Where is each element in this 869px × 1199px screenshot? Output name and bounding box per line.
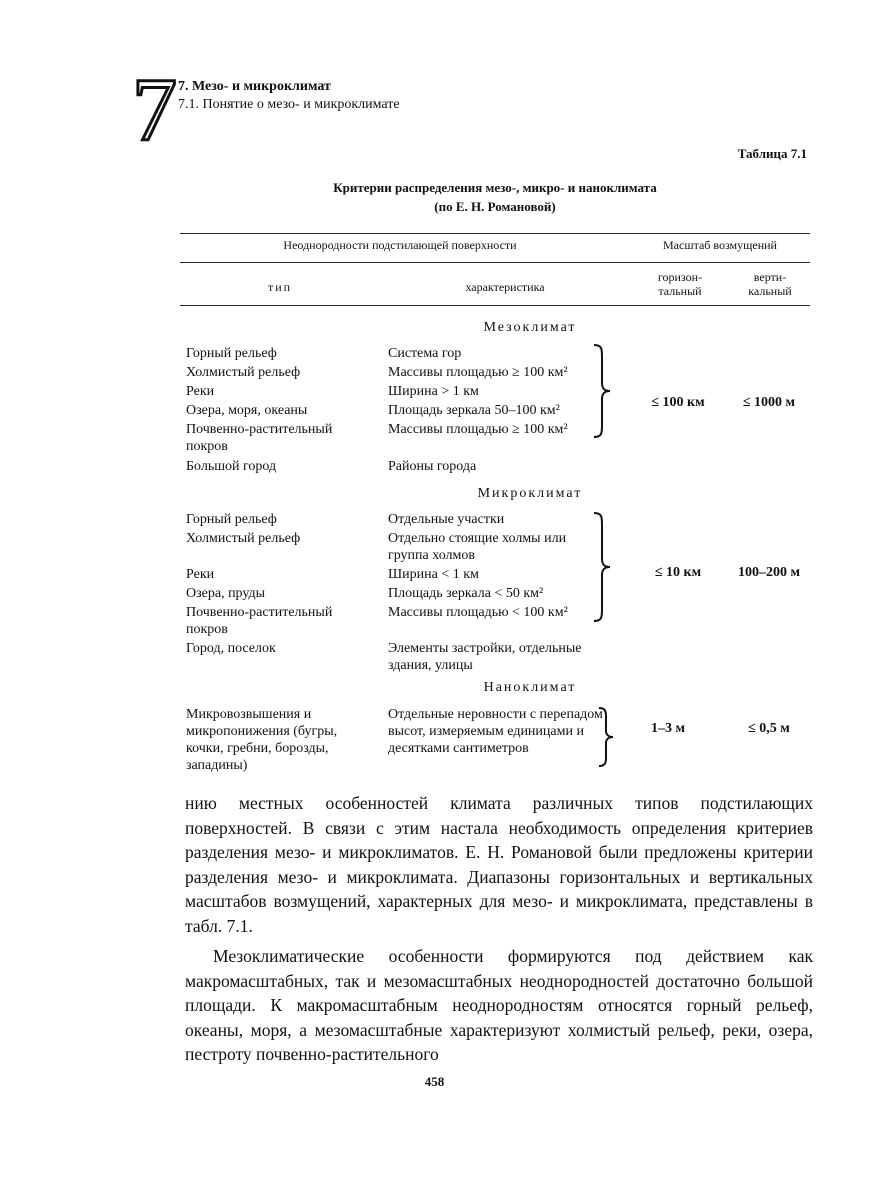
row-type: Реки: [186, 384, 215, 399]
row-type: Горный рельеф: [186, 346, 277, 361]
row-characteristic: Отдельные участки: [388, 512, 505, 527]
row-type: Реки: [186, 567, 215, 582]
row-characteristic: Отдельные неровности с перепадом высот, измеряемым единицами и десятками сантиметров: [388, 707, 603, 756]
header-col-horizontal: горизон- тальный: [657, 270, 703, 298]
body-text: [185, 791, 813, 1067]
row-characteristic: Отдельно стоящие холмы или группа холмов: [388, 531, 567, 563]
horizontal-scale: ≤ 100 км: [651, 395, 705, 410]
section-title-mesoclimate: Мезоклимат: [483, 320, 577, 335]
row-type: Большой город: [186, 459, 277, 474]
running-head: [178, 78, 400, 114]
horizontal-scale: 1–3 м: [650, 721, 686, 736]
row-characteristic: Ширина > 1 км: [388, 384, 479, 399]
header-mid-rule: [180, 262, 810, 263]
paragraph: Мезоклиматические особенности формируются под действием как макромасштабных, так и мезомасштабных неоднородностей достаточно большой площади. К макромасштабным неоднородностям относятся горный рельеф, океаны, моря, а мезомасштабные характеризуют холмистый рельеф, реки, озера, пестроту почвенно-растительного: [185, 946, 813, 1064]
row-characteristic: Площадь зеркала < 50 км²: [388, 586, 544, 601]
row-type: Холмистый рельеф: [186, 365, 301, 380]
chapter-number: 7: [132, 61, 175, 160]
page-number: 458: [424, 1074, 445, 1089]
header-bottom-rule: [180, 305, 810, 306]
row-characteristic: Районы города: [388, 459, 477, 474]
row-type: Озера, моря, океаны: [186, 403, 308, 418]
header-group-left: Неоднородности подстилающей поверхности: [283, 238, 517, 252]
row-characteristic: Элементы застройки, отдельные здания, улицы: [388, 641, 582, 673]
row-type: Почвенно-растительный покров: [186, 605, 333, 637]
row-characteristic: Массивы площадью ≥ 100 км²: [388, 422, 568, 437]
row-characteristic: Массивы площадью ≥ 100 км²: [388, 365, 568, 380]
row-characteristic: Площадь зеркала 50–100 км²: [388, 403, 560, 418]
header-group-right: Масштаб возмущений: [663, 238, 777, 252]
section-title: 7.1. Понятие о мезо- и микроклимате: [178, 97, 400, 112]
chapter-title: 7. Мезо- и микроклимат: [178, 79, 331, 94]
row-type: Озера, пруды: [186, 586, 266, 601]
table-caption: [180, 178, 810, 216]
table-caption-line1: Критерии распределения мезо-, микро- и наноклимата: [333, 180, 657, 195]
header-col-vertical: верти- кальный: [748, 270, 792, 298]
row-type: Почвенно-растительный покров: [186, 422, 333, 454]
header-col-type: тип: [267, 280, 293, 294]
table-caption-line2: (по Е. Н. Романовой): [434, 199, 556, 214]
header-col-characteristic: характеристика: [465, 280, 545, 294]
vertical-scale: ≤ 0,5 м: [748, 721, 790, 736]
row-type: Горный рельеф: [186, 512, 277, 527]
brace-icon: [592, 343, 614, 439]
brace-icon: [597, 706, 617, 768]
horizontal-scale: ≤ 10 км: [654, 565, 702, 580]
row-characteristic: Система гор: [388, 346, 462, 361]
row-type: Микровозвышения и микропонижения (бугры, кочки, гребни, борозды, западины): [186, 707, 338, 773]
section-title-nanoclimate: Наноклимат: [483, 680, 577, 695]
vertical-scale: 100–200 м: [737, 565, 801, 580]
vertical-scale: ≤ 1000 м: [742, 395, 796, 410]
row-type: Холмистый рельеф: [186, 531, 301, 546]
brace-icon: [592, 511, 614, 623]
section-title-microclimate: Микроклимат: [477, 486, 583, 501]
table-top-rule: [180, 233, 810, 234]
row-characteristic: Ширина < 1 км: [388, 567, 479, 582]
paragraph: нию местных особенностей климата различных типов подстилающих поверхностей. В связи с этим настала необходимость определения критериев разделения мезо- и микроклиматов. Е. Н. Романовой были предложены критерии разделения мезо- и микроклимата. Диапазоны горизонтальных и вертикальных масштабов возмущений, характерных для мезо- и микроклимата, представлены в табл. 7.1.: [185, 793, 813, 936]
row-characteristic: Массивы площадью < 100 км²: [388, 605, 568, 620]
row-type: Город, поселок: [186, 641, 276, 656]
table-label: Таблица 7.1: [737, 146, 807, 161]
